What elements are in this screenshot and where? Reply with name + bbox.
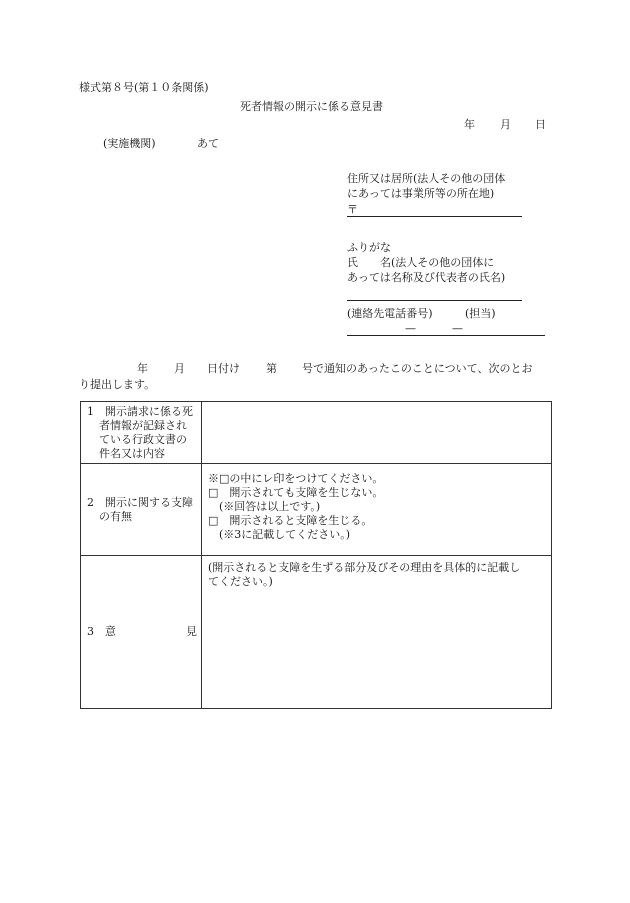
name-underline bbox=[347, 300, 522, 301]
row1-label-line: 件名又は内容 bbox=[99, 447, 165, 460]
postal-mark: 〒 bbox=[347, 203, 358, 216]
no-hindrance-checkbox[interactable]: □ 開示されても支障を生じない。 bbox=[208, 486, 384, 499]
name-label-line1: 氏 名(法人その他の団体に bbox=[347, 256, 495, 269]
address-underline bbox=[347, 216, 522, 217]
table-row bbox=[81, 556, 552, 709]
addressee-to: あて bbox=[197, 137, 219, 150]
date-day: 日 bbox=[535, 118, 546, 131]
intro-dated: 日付け bbox=[207, 362, 240, 375]
table-row bbox=[81, 402, 552, 464]
phone-underline bbox=[347, 335, 545, 336]
opinion-instruction-line: てください。) bbox=[208, 575, 273, 588]
phone-dash-1: — bbox=[405, 322, 416, 335]
intro-year: 年 bbox=[137, 362, 148, 375]
furigana-label: ふりがな bbox=[347, 241, 391, 254]
hindrance-options-cell bbox=[202, 464, 552, 556]
person-in-charge-label: (担当) bbox=[465, 307, 496, 320]
intro-line2: り提出します。 bbox=[79, 378, 156, 391]
table-row bbox=[81, 464, 552, 556]
row2-label-line: 2 開示に関する支障 bbox=[87, 495, 193, 509]
address-label-line2: にあっては事業所等の所在地) bbox=[347, 187, 495, 200]
opinion-instruction-line: (開示されると支障を生ずる部分及びその理由を具体的に記載し bbox=[208, 561, 521, 574]
no-hindrance-note: (※回答は以上です。) bbox=[208, 500, 321, 513]
document-title: 死者情報の開示に係る意見書 bbox=[240, 100, 383, 113]
document-name-label-cell bbox=[81, 402, 202, 464]
row2-label-line: の有無 bbox=[99, 509, 132, 523]
row1-label-line: 者情報が記録され bbox=[99, 419, 187, 432]
opinion-label-a: 意 bbox=[105, 625, 116, 638]
address-label-line1: 住所又は居所(法人その他の団体 bbox=[347, 172, 506, 185]
intro-month: 月 bbox=[174, 362, 185, 375]
hindrance-label-cell bbox=[81, 464, 202, 556]
opinion-label-num: 3 bbox=[87, 625, 94, 638]
row1-label-line: ている行政文書の bbox=[99, 433, 187, 446]
opinion-input-cell[interactable] bbox=[202, 556, 552, 709]
agency-label: (実施機関) bbox=[103, 137, 156, 150]
name-label-line2: あっては名称及び代表者の氏名) bbox=[347, 271, 506, 284]
intro-rest: 号で通知のあったこのことについて、次のとお bbox=[302, 362, 533, 375]
opinion-table bbox=[80, 401, 552, 709]
row1-label-line: 1 開示請求に係る死 bbox=[87, 405, 193, 418]
date-year: 年 bbox=[464, 118, 475, 131]
document-name-input[interactable] bbox=[202, 402, 552, 464]
opinion-label-cell bbox=[81, 556, 202, 709]
opinion-label-b: 見 bbox=[186, 625, 197, 638]
hindrance-note: (※3に記載してください。) bbox=[208, 528, 351, 541]
hindrance-checkbox[interactable]: □ 開示されると支障を生じる。 bbox=[208, 514, 373, 527]
contact-label: (連絡先電話番号) bbox=[347, 307, 433, 320]
phone-dash-2: — bbox=[452, 322, 463, 335]
intro-dai: 第 bbox=[266, 362, 277, 375]
date-month: 月 bbox=[500, 118, 511, 131]
checkbox-instruction: ※□の中にレ印をつけてください。 bbox=[208, 472, 384, 485]
form-number: 様式第８号(第１０条関係) bbox=[79, 81, 209, 94]
